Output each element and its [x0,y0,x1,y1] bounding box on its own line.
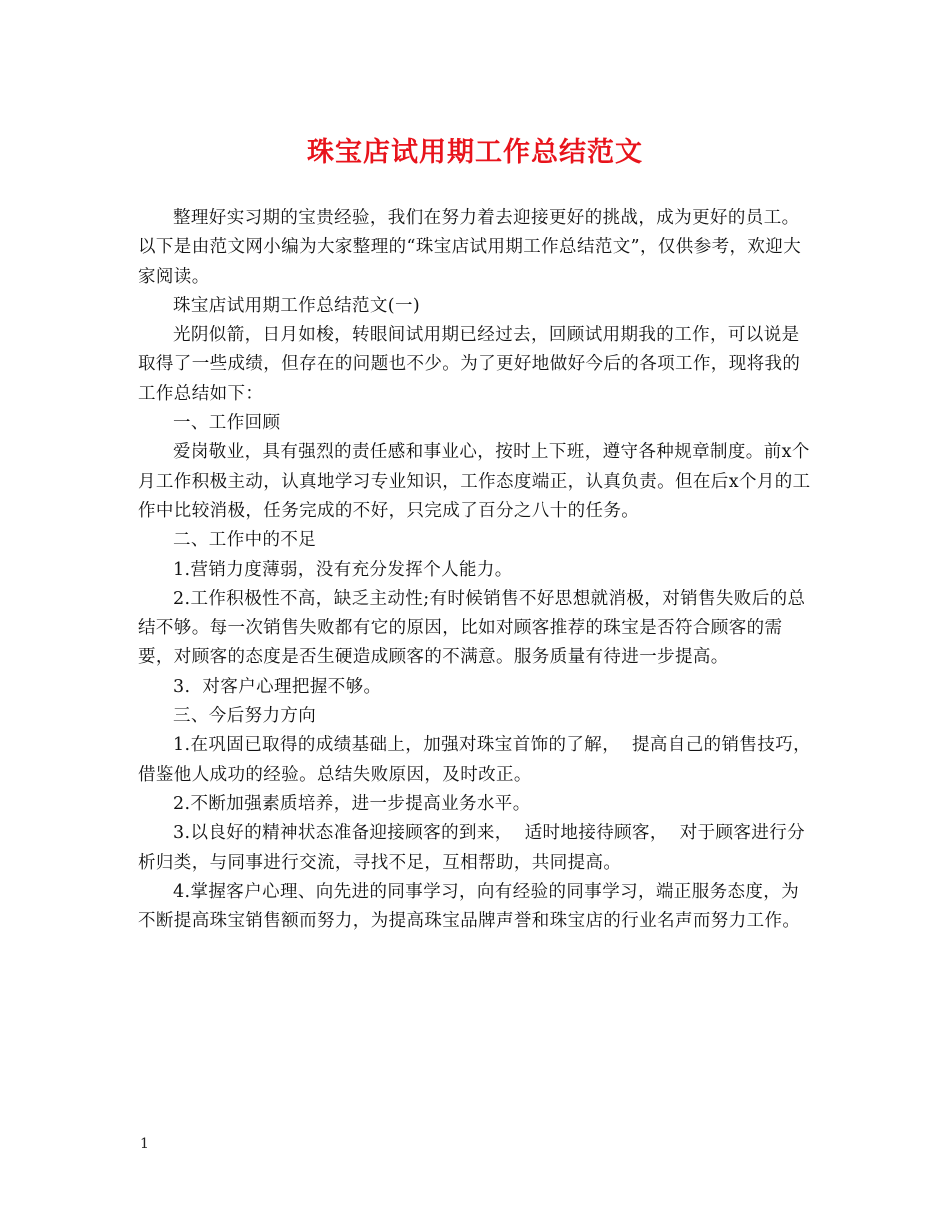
intro-paragraph: 整理好实习期的宝贵经验，我们在努力着去迎接更好的挑战，成为更好的员工。以下是由范文网小编为大家整理的“珠宝店试用期工作总结范文”，仅供参考，欢迎大家阅读。 [138,208,802,287]
section-heading-shortcomings: 二、工作中的不足 [173,530,317,551]
page-number: 1 [140,1136,149,1152]
shortcoming-item-3: 3. 对客户心理把握不够。 [173,676,382,697]
shortcoming-item-1: 1.营销力度薄弱，没有充分发挥个人能力。 [173,559,513,580]
review-paragraph: 爱岗敬业，具有强烈的责任感和事业心，按时上下班，遵守各种规章制度。前x个月工作积极主动，认真地学习专业知识，工作态度端正，认真负责。但在后x个月的工作中比较消极，任务完成的不好，只完成了百分之八十的任务。 [138,442,811,521]
direction-item-3: 3.以良好的精神状态准备迎接顾客的到来， 适时地接待顾客， 对于顾客进行分析归类，与同事进行交流，寻找不足，互相帮助，共同提高。 [138,823,806,873]
direction-item-1: 1.在巩固已取得的成绩基础上，加强对珠宝首饰的了解， 提高自己的销售技巧， 借鉴他人成功的经验。总结失败原因，及时改正。 [138,735,823,785]
subtitle-heading: 珠宝店试用期工作总结范文(一) [173,295,421,316]
document-body [138,204,823,936]
opening-paragraph: 光阴似箭，日月如梭，转眼间试用期已经过去，回顾试用期我的工作，可以说是取得了一些成绩，但存在的问题也不少。为了更好地做好今后的各项工作，现将我的工作总结如下： [138,325,801,404]
direction-item-4: 4.掌握客户心理、向先进的同事学习，向有经验的同事学习，端正服务态度，为不断提高珠宝销售额而努力，为提高珠宝品牌声誉和珠宝店的行业名声而努力工作。 [138,881,801,932]
direction-item-2: 2.不断加强素质培养，进一步提高业务水平。 [173,793,531,814]
section-heading-direction: 三、今后努力方向 [173,706,317,727]
shortcoming-item-2: 2.工作积极性不高，缺乏主动性;有时候销售不好思想就消极，对销售失败后的总结不够。每一次销售失败都有它的原因，比如对顾客推荐的珠宝是否符合顾客的需要，对顾客的态度是否生硬造成顾客的不满意。服务质量有待进一步提高。 [138,588,806,668]
document-title: 珠宝店试用期工作总结范文 [307,137,643,168]
section-heading-review: 一、工作回顾 [173,413,281,434]
